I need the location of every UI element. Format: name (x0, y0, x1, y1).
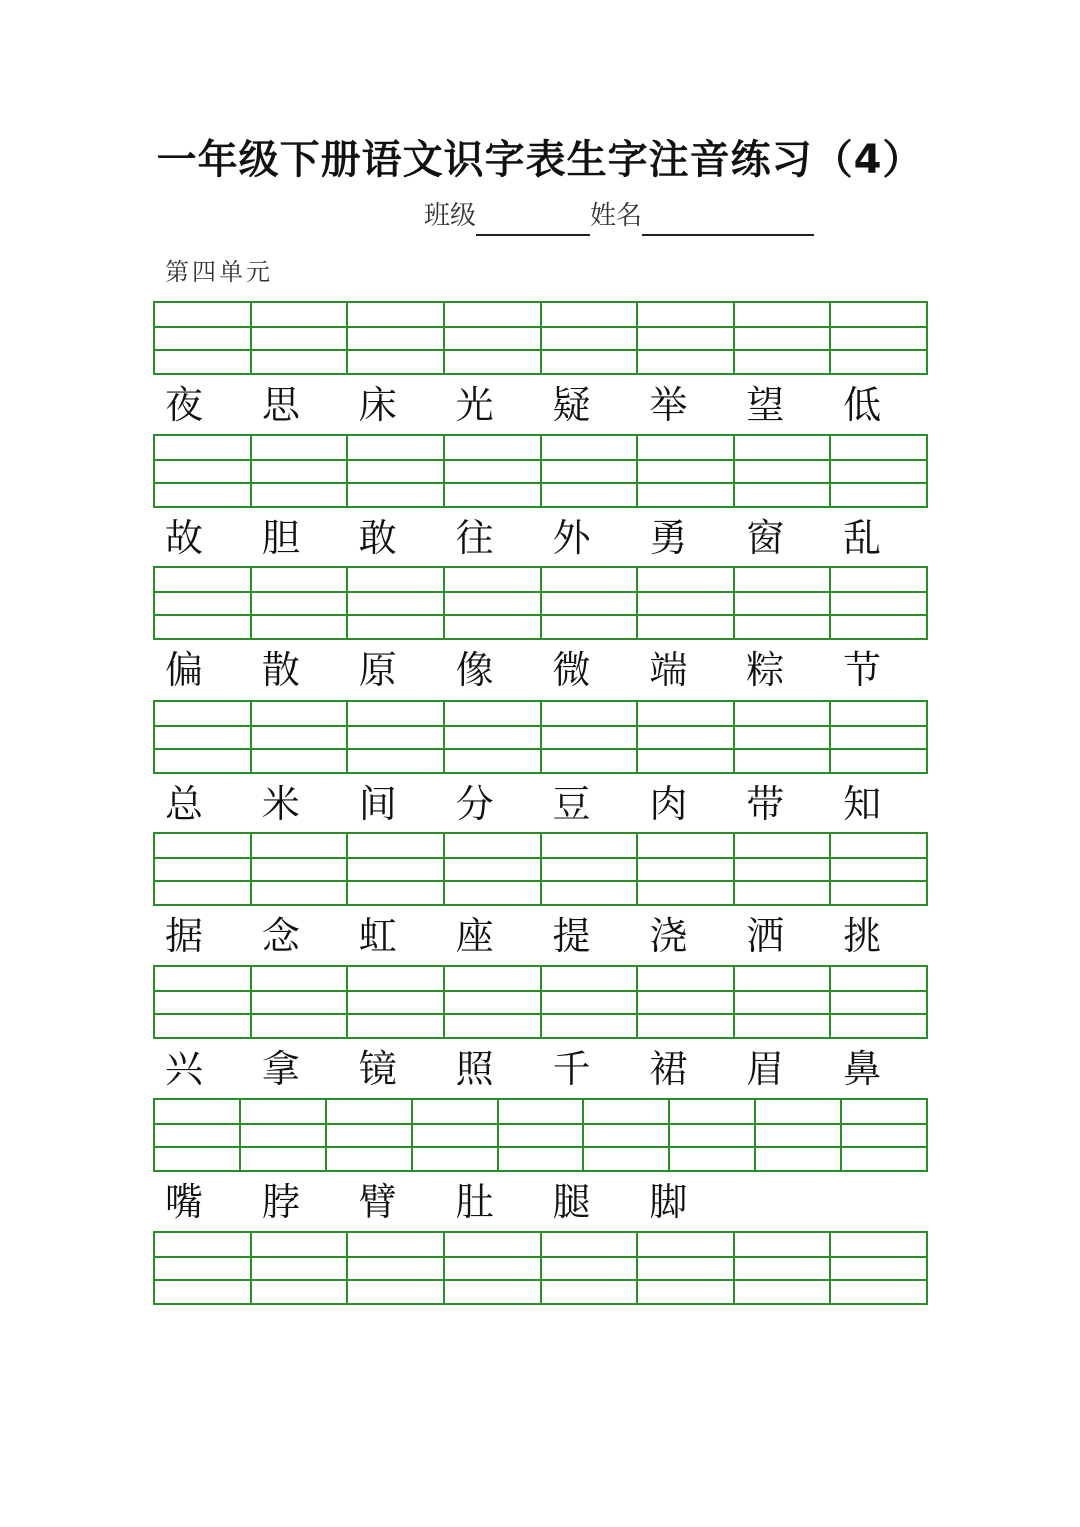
pinyin-cell[interactable] (831, 834, 926, 904)
pinyin-cell[interactable] (155, 967, 252, 1037)
pinyin-grid-2[interactable] (153, 434, 928, 508)
char-row-3 (153, 642, 928, 698)
char-row-7 (153, 1174, 928, 1230)
pinyin-cell[interactable] (842, 1100, 926, 1170)
pinyin-cell[interactable] (831, 303, 926, 373)
pinyin-cell[interactable] (584, 1100, 670, 1170)
pinyin-cell[interactable] (756, 1100, 842, 1170)
char: 望 (746, 383, 785, 427)
char-row-2 (153, 510, 928, 566)
char: 臂 (358, 1180, 397, 1224)
pinyin-cell[interactable] (348, 702, 445, 772)
char-row-4 (153, 776, 928, 832)
pinyin-cell[interactable] (348, 1233, 445, 1303)
pinyin-cell[interactable] (445, 834, 542, 904)
char: 乱 (843, 516, 882, 560)
char: 散 (261, 648, 300, 692)
class-blank[interactable] (476, 204, 590, 236)
char: 兴 (165, 1047, 204, 1091)
pinyin-cell[interactable] (542, 967, 639, 1037)
char: 嘴 (165, 1180, 204, 1224)
char-row-6 (153, 1041, 928, 1097)
char: 米 (261, 782, 300, 826)
char: 敢 (358, 516, 397, 560)
pinyin-cell[interactable] (638, 967, 735, 1037)
pinyin-cell[interactable] (542, 568, 639, 638)
pinyin-cell[interactable] (241, 1100, 327, 1170)
char: 脖 (261, 1180, 300, 1224)
pinyin-cell[interactable] (155, 568, 252, 638)
char: 座 (455, 914, 494, 958)
pinyin-cell[interactable] (155, 1100, 241, 1170)
char: 脚 (649, 1180, 688, 1224)
char: 分 (455, 782, 494, 826)
char: 浇 (649, 914, 688, 958)
char: 光 (455, 383, 494, 427)
char: 念 (261, 914, 300, 958)
char: 往 (455, 516, 494, 560)
char: 千 (552, 1047, 591, 1091)
char: 微 (552, 648, 591, 692)
pinyin-grid-4[interactable] (153, 700, 928, 774)
pinyin-cell[interactable] (542, 1233, 639, 1303)
char: 外 (552, 516, 591, 560)
char: 眉 (746, 1047, 785, 1091)
char: 胆 (261, 516, 300, 560)
pinyin-cell[interactable] (348, 568, 445, 638)
pinyin-cell[interactable] (542, 702, 639, 772)
pinyin-cell[interactable] (735, 1233, 832, 1303)
char: 床 (358, 383, 397, 427)
char: 挑 (843, 914, 882, 958)
pinyin-grid-1[interactable] (153, 301, 928, 375)
pinyin-cell[interactable] (638, 1233, 735, 1303)
pinyin-cell[interactable] (542, 303, 639, 373)
char: 拿 (261, 1047, 300, 1091)
pinyin-cell[interactable] (348, 967, 445, 1037)
pinyin-cell[interactable] (831, 1233, 926, 1303)
pinyin-cell[interactable] (252, 702, 349, 772)
pinyin-cell[interactable] (638, 436, 735, 506)
char: 端 (649, 648, 688, 692)
pinyin-cell[interactable] (327, 1100, 413, 1170)
char: 照 (455, 1047, 494, 1091)
pinyin-cell[interactable] (735, 436, 832, 506)
char: 偏 (165, 648, 204, 692)
char: 举 (649, 383, 688, 427)
pinyin-cell[interactable] (542, 834, 639, 904)
char: 间 (358, 782, 397, 826)
worksheet-title: 一年级下册语文识字表生字注音练习（4） (156, 137, 924, 183)
char: 知 (843, 782, 882, 826)
pinyin-grid-8[interactable] (153, 1231, 928, 1305)
char: 窗 (746, 516, 785, 560)
pinyin-cell[interactable] (155, 436, 252, 506)
unit-label: 第四单元 (165, 258, 273, 286)
char: 带 (746, 782, 785, 826)
pinyin-cell[interactable] (735, 834, 832, 904)
pinyin-grid-6[interactable] (153, 965, 928, 1039)
char-row-5 (153, 908, 928, 964)
pinyin-cell[interactable] (831, 568, 926, 638)
pinyin-cell[interactable] (638, 568, 735, 638)
pinyin-cell[interactable] (348, 834, 445, 904)
char: 虹 (358, 914, 397, 958)
pinyin-cell[interactable] (445, 967, 542, 1037)
char: 像 (455, 648, 494, 692)
char: 思 (261, 383, 300, 427)
pinyin-cell[interactable] (670, 1100, 756, 1170)
pinyin-grid-7[interactable] (153, 1098, 928, 1172)
class-label: 班级 (424, 201, 477, 231)
pinyin-cell[interactable] (542, 436, 639, 506)
char: 低 (843, 383, 882, 427)
char: 故 (165, 516, 204, 560)
char: 肉 (649, 782, 688, 826)
char: 腿 (552, 1180, 591, 1224)
pinyin-cell[interactable] (831, 702, 926, 772)
char: 勇 (649, 516, 688, 560)
pinyin-cell[interactable] (735, 568, 832, 638)
char: 提 (552, 914, 591, 958)
pinyin-cell[interactable] (499, 1100, 585, 1170)
char: 疑 (552, 383, 591, 427)
char: 总 (165, 782, 204, 826)
pinyin-cell[interactable] (831, 967, 926, 1037)
pinyin-cell[interactable] (831, 436, 926, 506)
pinyin-cell[interactable] (413, 1100, 499, 1170)
pinyin-cell[interactable] (638, 303, 735, 373)
char: 肚 (455, 1180, 494, 1224)
char: 豆 (552, 782, 591, 826)
pinyin-cell[interactable] (445, 568, 542, 638)
pinyin-cell[interactable] (252, 303, 349, 373)
char: 粽 (746, 648, 785, 692)
pinyin-cell[interactable] (348, 303, 445, 373)
char: 原 (358, 648, 397, 692)
name-label: 姓名 (590, 201, 643, 231)
pinyin-cell[interactable] (155, 1233, 252, 1303)
char: 夜 (165, 383, 204, 427)
pinyin-grid-3[interactable] (153, 566, 928, 640)
char: 镜 (358, 1047, 397, 1091)
pinyin-cell[interactable] (445, 303, 542, 373)
pinyin-cell[interactable] (252, 967, 349, 1037)
pinyin-cell[interactable] (252, 834, 349, 904)
pinyin-cell[interactable] (252, 436, 349, 506)
pinyin-cell[interactable] (445, 1233, 542, 1303)
char: 据 (165, 914, 204, 958)
pinyin-cell[interactable] (638, 834, 735, 904)
pinyin-cell[interactable] (252, 1233, 349, 1303)
pinyin-cell[interactable] (155, 834, 252, 904)
pinyin-cell[interactable] (735, 702, 832, 772)
pinyin-cell[interactable] (735, 303, 832, 373)
char: 洒 (746, 914, 785, 958)
pinyin-cell[interactable] (155, 702, 252, 772)
pinyin-cell[interactable] (348, 436, 445, 506)
pinyin-cell[interactable] (445, 702, 542, 772)
pinyin-cell[interactable] (735, 967, 832, 1037)
char: 节 (843, 648, 882, 692)
pinyin-cell[interactable] (445, 436, 542, 506)
pinyin-cell[interactable] (155, 303, 252, 373)
char-row-1 (153, 377, 928, 433)
char: 鼻 (843, 1047, 882, 1091)
char: 裙 (649, 1047, 688, 1091)
student-info (424, 196, 814, 236)
pinyin-cell[interactable] (252, 568, 349, 638)
pinyin-cell[interactable] (638, 702, 735, 772)
name-blank[interactable] (642, 204, 814, 236)
pinyin-grid-5[interactable] (153, 832, 928, 906)
